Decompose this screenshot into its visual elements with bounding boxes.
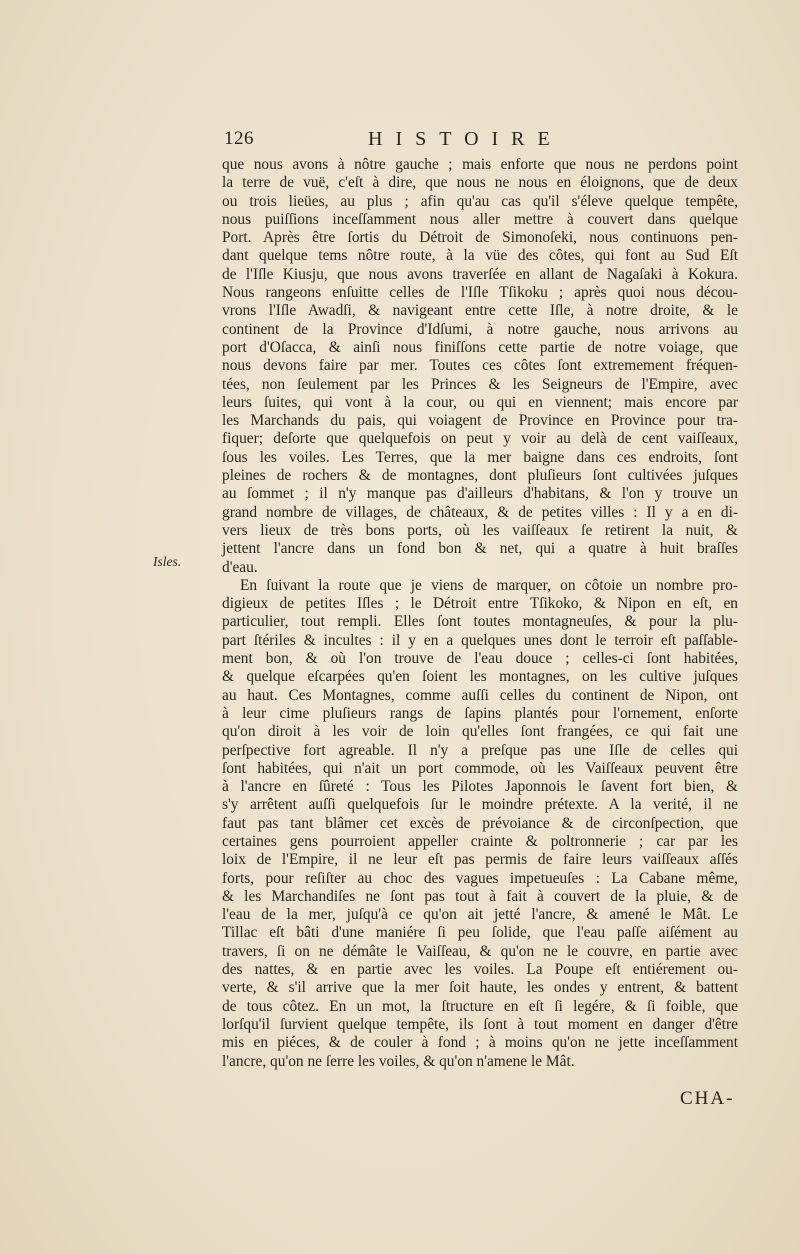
text-line: la terre de vuë, c'eſt à dire, que nous ne nous en éloignons, que de deux xyxy=(222,174,738,192)
text-line: qu'on diroit à les voir de loin qu'elles ſont frangées, ce qui fait une xyxy=(222,723,738,741)
text-line: faut pas tant blâmer cet excès de prévoiance & de circonſpection, que xyxy=(222,814,738,832)
text-line: pleines de rochers & de montagnes, dont pluſieurs ſont cultivées juſques xyxy=(222,467,738,485)
text-line: à l'ancre en ſûreté : Tous les Pilotes Japonnois le ſavent fort bien, & xyxy=(222,778,738,796)
text-line: au haut. Ces Montagnes, comme auſſi celles du continent de Nipon, ont xyxy=(222,686,738,704)
text-line: digieux de petites Iſles ; le Détroit entre Tſikoko, & Nipon en eſt, en xyxy=(222,595,738,613)
text-line: & les Marchandiſes ne ſont pas tout à fait à couvert de la pluie, & de xyxy=(222,887,738,905)
text-line: les Marchands du pais, qui voiagent de Province en Province pour tra- xyxy=(222,412,738,430)
text-line: dant quelque tems nôtre route, à la vüe des côtes, qui font au Sud Eſt xyxy=(222,247,738,265)
running-head: HISTOIRE xyxy=(368,128,563,150)
text-line: perſpective fort agreable. Il n'y a preſque pas une Iſle de celles qui xyxy=(222,741,738,759)
text-line: verte, & s'il arrive que la mer ſoit haute, les ondes y entrent, & battent xyxy=(222,979,738,997)
text-line: forts, pour reſiſter au choc des vagues impetueuſes : La Cabane même, xyxy=(222,869,738,887)
text-line: grand nombre de villages, de châteaux, & de petites villes : Il y a en di- xyxy=(222,503,738,521)
text-line: ſont habitées, qui n'ait un port commode, où les Vaiſſeaux peuvent être xyxy=(222,759,738,777)
text-line: En ſuivant la route que je viens de marquer, on côtoie un nombre pro- xyxy=(240,576,738,594)
text-line: vrons l'Iſle Awadſi, & navigeant entre cette Iſle, à notre droite, & le xyxy=(222,302,738,320)
margin-note: Isles. xyxy=(153,554,182,569)
text-line: vers lieux de très bons ports, où les vaiſſeaux ſe retirent la nuit, & xyxy=(222,521,738,539)
text-line: l'eau de la mer, juſqu'à ce qu'on ait jetté l'ancre, & amené le Mât. Le xyxy=(222,906,738,924)
text-line: nous puiſſions inceſſamment nous aller mettre à couvert dans quelque xyxy=(222,210,738,228)
page-number: 126 xyxy=(224,128,254,149)
text-line: ou trois lieües, au plus ; afin qu'au cas qu'il s'éleve quelque tempête, xyxy=(222,192,738,210)
text-line: que nous avons à nôtre gauche ; mais enforte que nous ne perdons point xyxy=(222,156,738,173)
text-line: & quelque eſcarpées qu'en ſoient les montagnes, on les cultive juſques xyxy=(222,668,738,686)
paragraph-2 xyxy=(222,577,738,1071)
text-line: port d'Oſacca, & ainſi nous finiſſons cette partie de notre voiage, que xyxy=(222,338,738,356)
text-line: travers, ſi on ne démâte le Vaiſſeau, & qu'on ne le couvre, en partie avec xyxy=(222,942,738,960)
text-line: à leur cime pluſieurs rangs de ſapins plantés pour l'ornement, enſorte xyxy=(222,704,738,722)
text-line: Port. Après être ſortis du Détroit de Simonoſeki, nous continuons pen- xyxy=(222,229,738,247)
text-line: part ſtériles & incultes : il y en a quelques unes dont le terroir eſt paſſable- xyxy=(222,631,738,649)
catchword: CHA- xyxy=(680,1088,735,1109)
text-line: lorſqu'il ſurvient quelque tempête, ils ſont à tout moment en danger d'être xyxy=(222,1015,738,1033)
text-line: Nous rangeons enſuitte celles de l'Iſle Tſikoku ; après quoi nous décou- xyxy=(222,284,738,302)
text-line: jettent l'ancre dans un fond bon & net, qui a quatre à huit braſſes xyxy=(222,540,738,558)
text-line: loix de l'Empire, il ne leur eſt pas permis de faire leurs vaiſſeaux aſſés xyxy=(222,851,738,869)
text-line: fiquer; deſorte que quelquefois on peut y voir au delà de cent vaiſſeaux, xyxy=(222,430,738,448)
text-line: certaines gens pourroient appeller crainte & poltronnerie ; car par les xyxy=(222,832,738,850)
text-line: tées, non ſeulement par les Princes & les Seigneurs de l'Empire, avec xyxy=(222,375,738,393)
text-line: continent de la Province d'Idſumi, à notre gauche, nous arrivons au xyxy=(222,320,738,338)
text-line: de l'Iſle Kiusju, que nous avons traverſée en allant de Nagaſaki à Kokura. xyxy=(222,265,738,283)
text-line: d'eau. xyxy=(222,558,258,576)
text-line: leurs ſuites, qui vont à la cour, ou qui en viennent; mais encore par xyxy=(222,393,738,411)
page-header xyxy=(224,128,594,154)
body-text xyxy=(222,156,738,1071)
text-line: Tillac eſt bâti d'une maniére ſi peu ſolide, que l'eau paſſe aiſément au xyxy=(222,924,738,942)
text-line: mis en piéces, & de couler à fond ; à moins qu'on ne jette inceſſamment xyxy=(222,1034,738,1052)
paragraph-1 xyxy=(222,156,738,577)
text-line: nous devons faire par mer. Toutes ces côtes ſont extremement fréquen- xyxy=(222,357,738,375)
text-line: ment bon, & où l'on trouve de l'eau douce ; celles-ci ſont habitées, xyxy=(222,650,738,668)
text-line: de tous côtez. En un mot, la ſtructure en eſt ſi legére, & ſi foible, que xyxy=(222,997,738,1015)
text-line: s'y arrêtent auſſi quelquefois ſur le moindre prétexte. A la verité, il ne xyxy=(222,796,738,814)
text-line: des nattes, & en partie avec les voiles. La Poupe eſt entiérement ou- xyxy=(222,961,738,979)
text-line: l'ancre, qu'on ne ſerre les voiles, & qu'on n'amene le Mât. xyxy=(222,1052,575,1070)
text-line: au ſommet ; il n'y manque pas d'ailleurs d'habitans, & l'on y trouve un xyxy=(222,485,738,503)
text-line: ſous les voiles. Les Terres, que la mer baigne dans ces endroits, ſont xyxy=(222,448,738,466)
text-line: particulier, tout rempli. Elles ſont toutes montagneuſes, & pour la plu- xyxy=(222,613,738,631)
